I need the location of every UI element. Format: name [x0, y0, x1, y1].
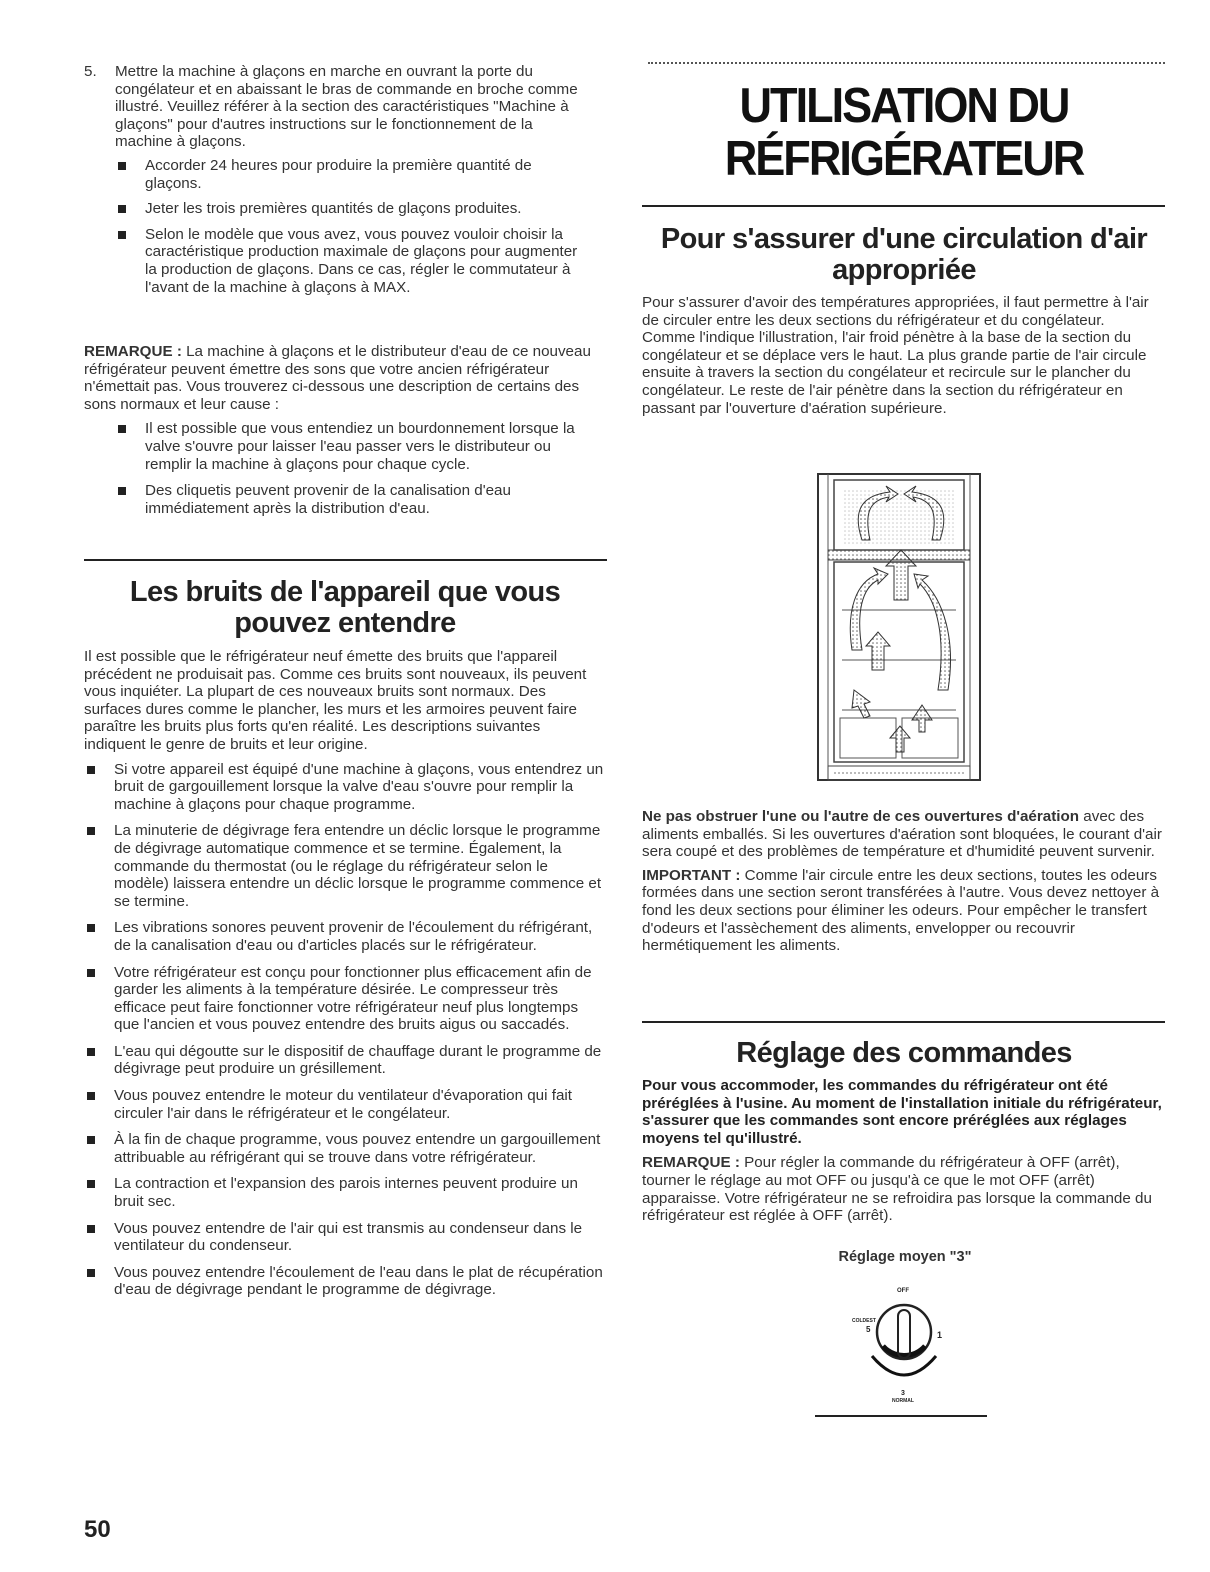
- dial-label-3: 3: [901, 1390, 905, 1397]
- remark-label: REMARQUE :: [642, 1154, 740, 1172]
- dial-label-5: 5: [866, 1325, 871, 1334]
- list-item: Jeter les trois premières quantités de glaçons produites.: [115, 200, 592, 218]
- dial-label-normal: NORMAL: [892, 1398, 914, 1404]
- noises-heading: Les bruits de l'appareil que vous pouvez entendre: [129, 576, 561, 639]
- remark-ice-maker: [84, 343, 598, 517]
- page-title-line-2: RÉFRIGÉRATEUR: [724, 132, 1084, 186]
- list-item: Les vibrations sonores peuvent provenir de l'écoulement du réfrigérant, de la canalisation d'eau ou d'articles placés sur le réfrigérateur.: [84, 919, 604, 954]
- list-item: La contraction et l'expansion des parois internes peuvent produire un bruit sec.: [84, 1175, 604, 1210]
- list-item: À la fin de chaque programme, vous pouvez entendre un gargouillement attribuable au réfrigérant qui se trouve dans votre réfrigérateur.: [84, 1131, 604, 1166]
- section-divider: [642, 205, 1165, 207]
- controls-heading: Réglage des commandes: [736, 1037, 1072, 1069]
- page-title: [663, 80, 1145, 186]
- controls-section: [642, 1077, 1162, 1225]
- dial-caption: Réglage moyen "3": [838, 1249, 972, 1265]
- section-divider: [642, 1021, 1165, 1023]
- dial-label-off: OFF: [897, 1288, 909, 1294]
- header-dotted-rule: [648, 62, 1165, 66]
- list-item: Il est possible que vous entendiez un bourdonnement lorsque la valve s'ouvre pour laisser l'eau passer vers le distributeur ou remplir la machine à glaçons pour chaque cycle.: [115, 420, 598, 473]
- step-5-bullets: [115, 157, 592, 296]
- airflow-warning: [642, 808, 1162, 955]
- list-item: Vous pouvez entendre le moteur du ventilateur d'évaporation qui fait circuler l'air dans le réfrigérateur et le congélateur.: [84, 1087, 604, 1122]
- dial-label-1: 1: [937, 1330, 943, 1340]
- step-number: 5.: [84, 63, 97, 80]
- dial-underline: [815, 1415, 987, 1417]
- noises-bullets: [84, 761, 604, 1299]
- page-title-line-1: UTILISATION DU: [739, 79, 1069, 133]
- list-item: Accorder 24 heures pour produire la première quantité de glaçons.: [115, 157, 592, 192]
- remark-label: REMARQUE :: [84, 343, 182, 360]
- airflow-heading: Pour s'assurer d'une circulation d'air appropriée: [660, 223, 1148, 286]
- warning-bold: Ne pas obstruer l'une ou l'autre de ces ouvertures d'aération: [642, 808, 1080, 825]
- step-5: [84, 63, 592, 296]
- control-dial: [842, 1282, 972, 1412]
- remark-bullets: [115, 420, 598, 517]
- step-5-text: Mettre la machine à glaçons en marche en ouvrant la porte du congélateur et en abaissant le bras de commande en broche comme illustré. Veuillez référer à la section des caractéristiques "Machine à glaçons" pour d'autres instructions sur le fonctionnement de la machine à glaçons.: [115, 63, 578, 151]
- list-item: Selon le modèle que vous avez, vous pouvez vouloir choisir la caractéristique production maximale de glaçons pour augmenter la production de glaçons. Dans ce cas, régler le commutateur à l'avant de la machine à glaçons à MAX.: [115, 226, 592, 296]
- important-text: Comme l'air circule entre les deux sections, toutes les odeurs formées dans une section seront transférées à l'autre. Vous devez nettoyer à fond les deux sections pour éliminer les odeurs. Pour empêcher le transfert d'odeurs et l'assèchement des aliments, envelopper ou recouvrir hermétiquement les aliments.: [642, 866, 1160, 955]
- section-divider: [84, 559, 607, 561]
- remark-text: La machine à glaçons et le distributeur d'eau de ce nouveau réfrigérateur peuvent émettre des sons que votre ancien réfrigérateur n'émettait pas. Vous trouverez ci-dessous une description de certains des sons normaux et leur cause :: [84, 343, 591, 413]
- list-item: Vous pouvez entendre l'écoulement de l'eau dans le plat de récupération d'eau de dégivrage pendant le programme de dégivrage.: [84, 1264, 604, 1299]
- noises-intro: Il est possible que le réfrigérateur neuf émette des bruits que l'appareil précédent ne produisait pas. Comme ces bruits sont nouveaux, ils peuvent vous inquiéter. La plupart de ces nouveaux bruits sont normaux. Des surfaces dures comme le plancher, les murs et les armoires peuvent faire paraître les bruits plus forts qu'en réalité. Les descriptions suivantes indiquent le genre de bruits et leur origine.: [84, 648, 587, 753]
- page-number: 50: [84, 1516, 111, 1543]
- remark-text: Pour régler la commande du réfrigérateur à OFF (arrêt), tourner le réglage au mot OFF ou jusqu'à ce que le mot OFF (arrêt) apparaisse. Votre réfrigérateur ne se refroidira pas lorsque la commande du réfrigérateur est réglée à OFF (arrêt).: [642, 1154, 1152, 1225]
- list-item: Votre réfrigérateur est conçu pour fonctionner plus efficacement afin de garder les aliments à la température désirée. Le compresseur très efficace peut faire fonctionner votre réfrigérateur neuf plus longtemps que l'ancien et vous pouvez entendre des bruits aigus ou saccadés.: [84, 964, 604, 1034]
- dial-label-coldest: COLDEST: [852, 1318, 876, 1324]
- list-item: Des cliquetis peuvent provenir de la canalisation d'eau immédiatement après la distribution d'eau.: [115, 482, 598, 517]
- list-item: Si votre appareil est équipé d'une machine à glaçons, vous entendrez un bruit de gargouillement lorsque la valve d'eau s'ouvre pour remplir la machine à glaçons pour chaque programme.: [84, 761, 604, 814]
- noises-section: [84, 648, 604, 1299]
- list-item: L'eau qui dégoutte sur le dispositif de chauffage durant le programme de dégivrage peut produire un grésillement.: [84, 1043, 604, 1078]
- important-label: IMPORTANT :: [642, 866, 741, 884]
- controls-bold-text: Pour vous accommoder, les commandes du réfrigérateur ont été préréglées à l'usine. Au moment de l'installation initiale du réfrigérateur, s'assurer que les commandes sont encore préréglées aux réglages moyens tel qu'illustré.: [642, 1077, 1162, 1147]
- warning-text: avec des aliments emballés. Si les ouvertures d'aération sont bloquées, le courant d'air sera coupé et des problèmes de température et d'humidité peuvent survenir.: [642, 808, 1162, 861]
- airflow-text: Pour s'assurer d'avoir des températures appropriées, il faut permettre à l'air de circuler entre les deux sections du réfrigérateur et du congélateur. Comme l'indique l'illustration, l'air froid pénètre à la base de la section du congélateur et se déplace vers le haut. La plus grande partie de l'air circule ensuite à travers la section du congélateur et recircule sur le plancher du congélateur. Le reste de l'air pénètre dans la section du réfrigérateur en passant par l'ouverture d'aération supérieure.: [642, 294, 1149, 417]
- dial-icon: [842, 1282, 972, 1412]
- list-item: Vous pouvez entendre de l'air qui est transmis au condenseur dans le ventilateur du condenseur.: [84, 1220, 604, 1255]
- airflow-illustration: [812, 470, 990, 790]
- list-item: La minuterie de dégivrage fera entendre un déclic lorsque le programme de dégivrage automatique commence et se termine. Également, la commande du thermostat (ou le réglage du réfrigérateur selon le modèle) laissera entendre un déclic lorsque le programme commence et se termine.: [84, 822, 604, 910]
